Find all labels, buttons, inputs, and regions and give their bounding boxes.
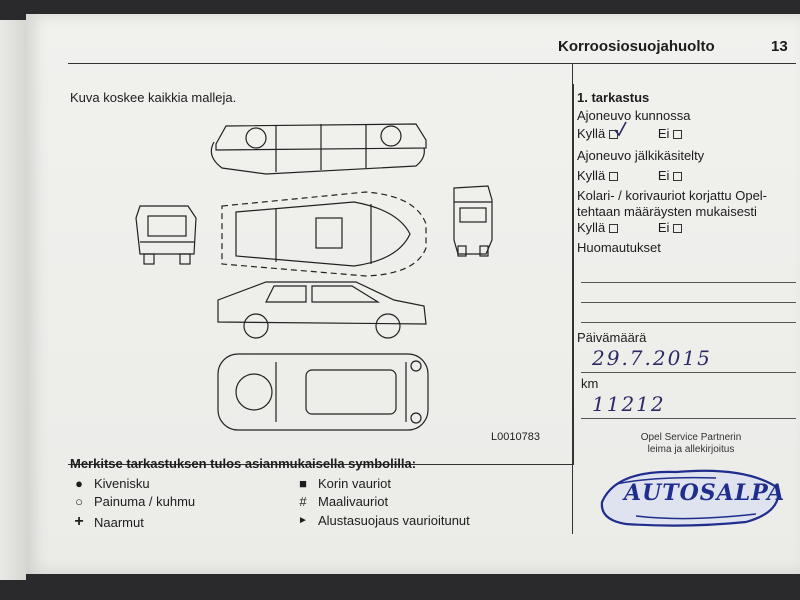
car-rear-view [136, 206, 196, 264]
remarks-label: Huomautukset [577, 240, 661, 255]
inspection-title: 1. tarkastus [577, 90, 650, 105]
column-divider [572, 64, 573, 534]
km-label: km [581, 376, 599, 391]
date-line[interactable] [581, 372, 796, 373]
answer-row-2: Kyllä Ei [577, 168, 682, 183]
service-partner-note: Opel Service Partnerin leima ja allekirjoitus [640, 432, 742, 455]
diagram-caption: Kuva koskee kaikkia malleja. [70, 90, 237, 105]
answer-row-3: Kyllä Ei [577, 220, 682, 235]
car-front-diagram [450, 184, 496, 262]
car-side-view [218, 282, 426, 338]
booklet-page [26, 14, 800, 574]
legend-item-underbody-damage: ► Alustasuojaus vaurioitunut [294, 513, 470, 528]
filled-circle-icon: ● [75, 476, 83, 491]
car-top-view [222, 192, 426, 276]
yes-checkbox-3[interactable] [609, 224, 618, 233]
date-label: Päivämäärä [577, 330, 647, 345]
header-rule [68, 63, 796, 64]
checkmark-icon [612, 120, 628, 138]
car-diagram [126, 114, 436, 434]
no-checkbox-3[interactable] [673, 224, 682, 233]
diagram-code: L0010783 [491, 431, 540, 443]
km-line[interactable] [581, 418, 796, 419]
yes-checkbox-2[interactable] [609, 172, 618, 181]
legend-item-stone-chip: ● Kivenisku [70, 476, 150, 491]
left-page-edge [0, 20, 26, 580]
stamp-text: AUTOSALPA [624, 480, 786, 506]
page-title: Korroosiosuojahuolto [558, 38, 715, 55]
no-checkbox-2[interactable] [673, 172, 682, 181]
remarks-line-3[interactable] [581, 322, 796, 323]
question-vehicle-ok: Ajoneuvo kunnossa [577, 108, 691, 123]
question-repairs-line2: tehtaan määräysten mukaisesti [577, 204, 757, 219]
question-repairs-line1: Kolari- / korivauriot korjattu Opel- [577, 188, 768, 203]
plus-icon: + [74, 513, 84, 530]
legend-item-paint-damage: # Maalivauriot [294, 494, 388, 509]
car-roof-view [211, 124, 426, 174]
date-value: 29.7.2015 [592, 346, 712, 370]
hash-icon: # [299, 494, 307, 509]
triangle-right-icon: ► [298, 515, 308, 526]
legend-item-dent: ○ Painuma / kuhmu [70, 494, 195, 509]
remarks-line-1[interactable] [581, 282, 796, 283]
remarks-line-2[interactable] [581, 302, 796, 303]
page-number: 13 [771, 38, 788, 55]
answer-row-1: Kyllä Ei [577, 126, 682, 141]
car-underside-view [218, 354, 428, 430]
km-value: 11212 [592, 392, 666, 416]
hollow-circle-icon: ○ [75, 494, 83, 509]
filled-square-icon: ■ [299, 476, 307, 491]
legend-item-body-damage: ■ Korin vauriot [294, 476, 391, 491]
legend-item-scratch: + Naarmut [70, 513, 144, 531]
no-checkbox-1[interactable] [673, 130, 682, 139]
legend-title: Merkitse tarkastuksen tulos asianmukaisella symbolilla: [70, 456, 417, 471]
question-after-treatment: Ajoneuvo jälkikäsitelty [577, 148, 705, 163]
